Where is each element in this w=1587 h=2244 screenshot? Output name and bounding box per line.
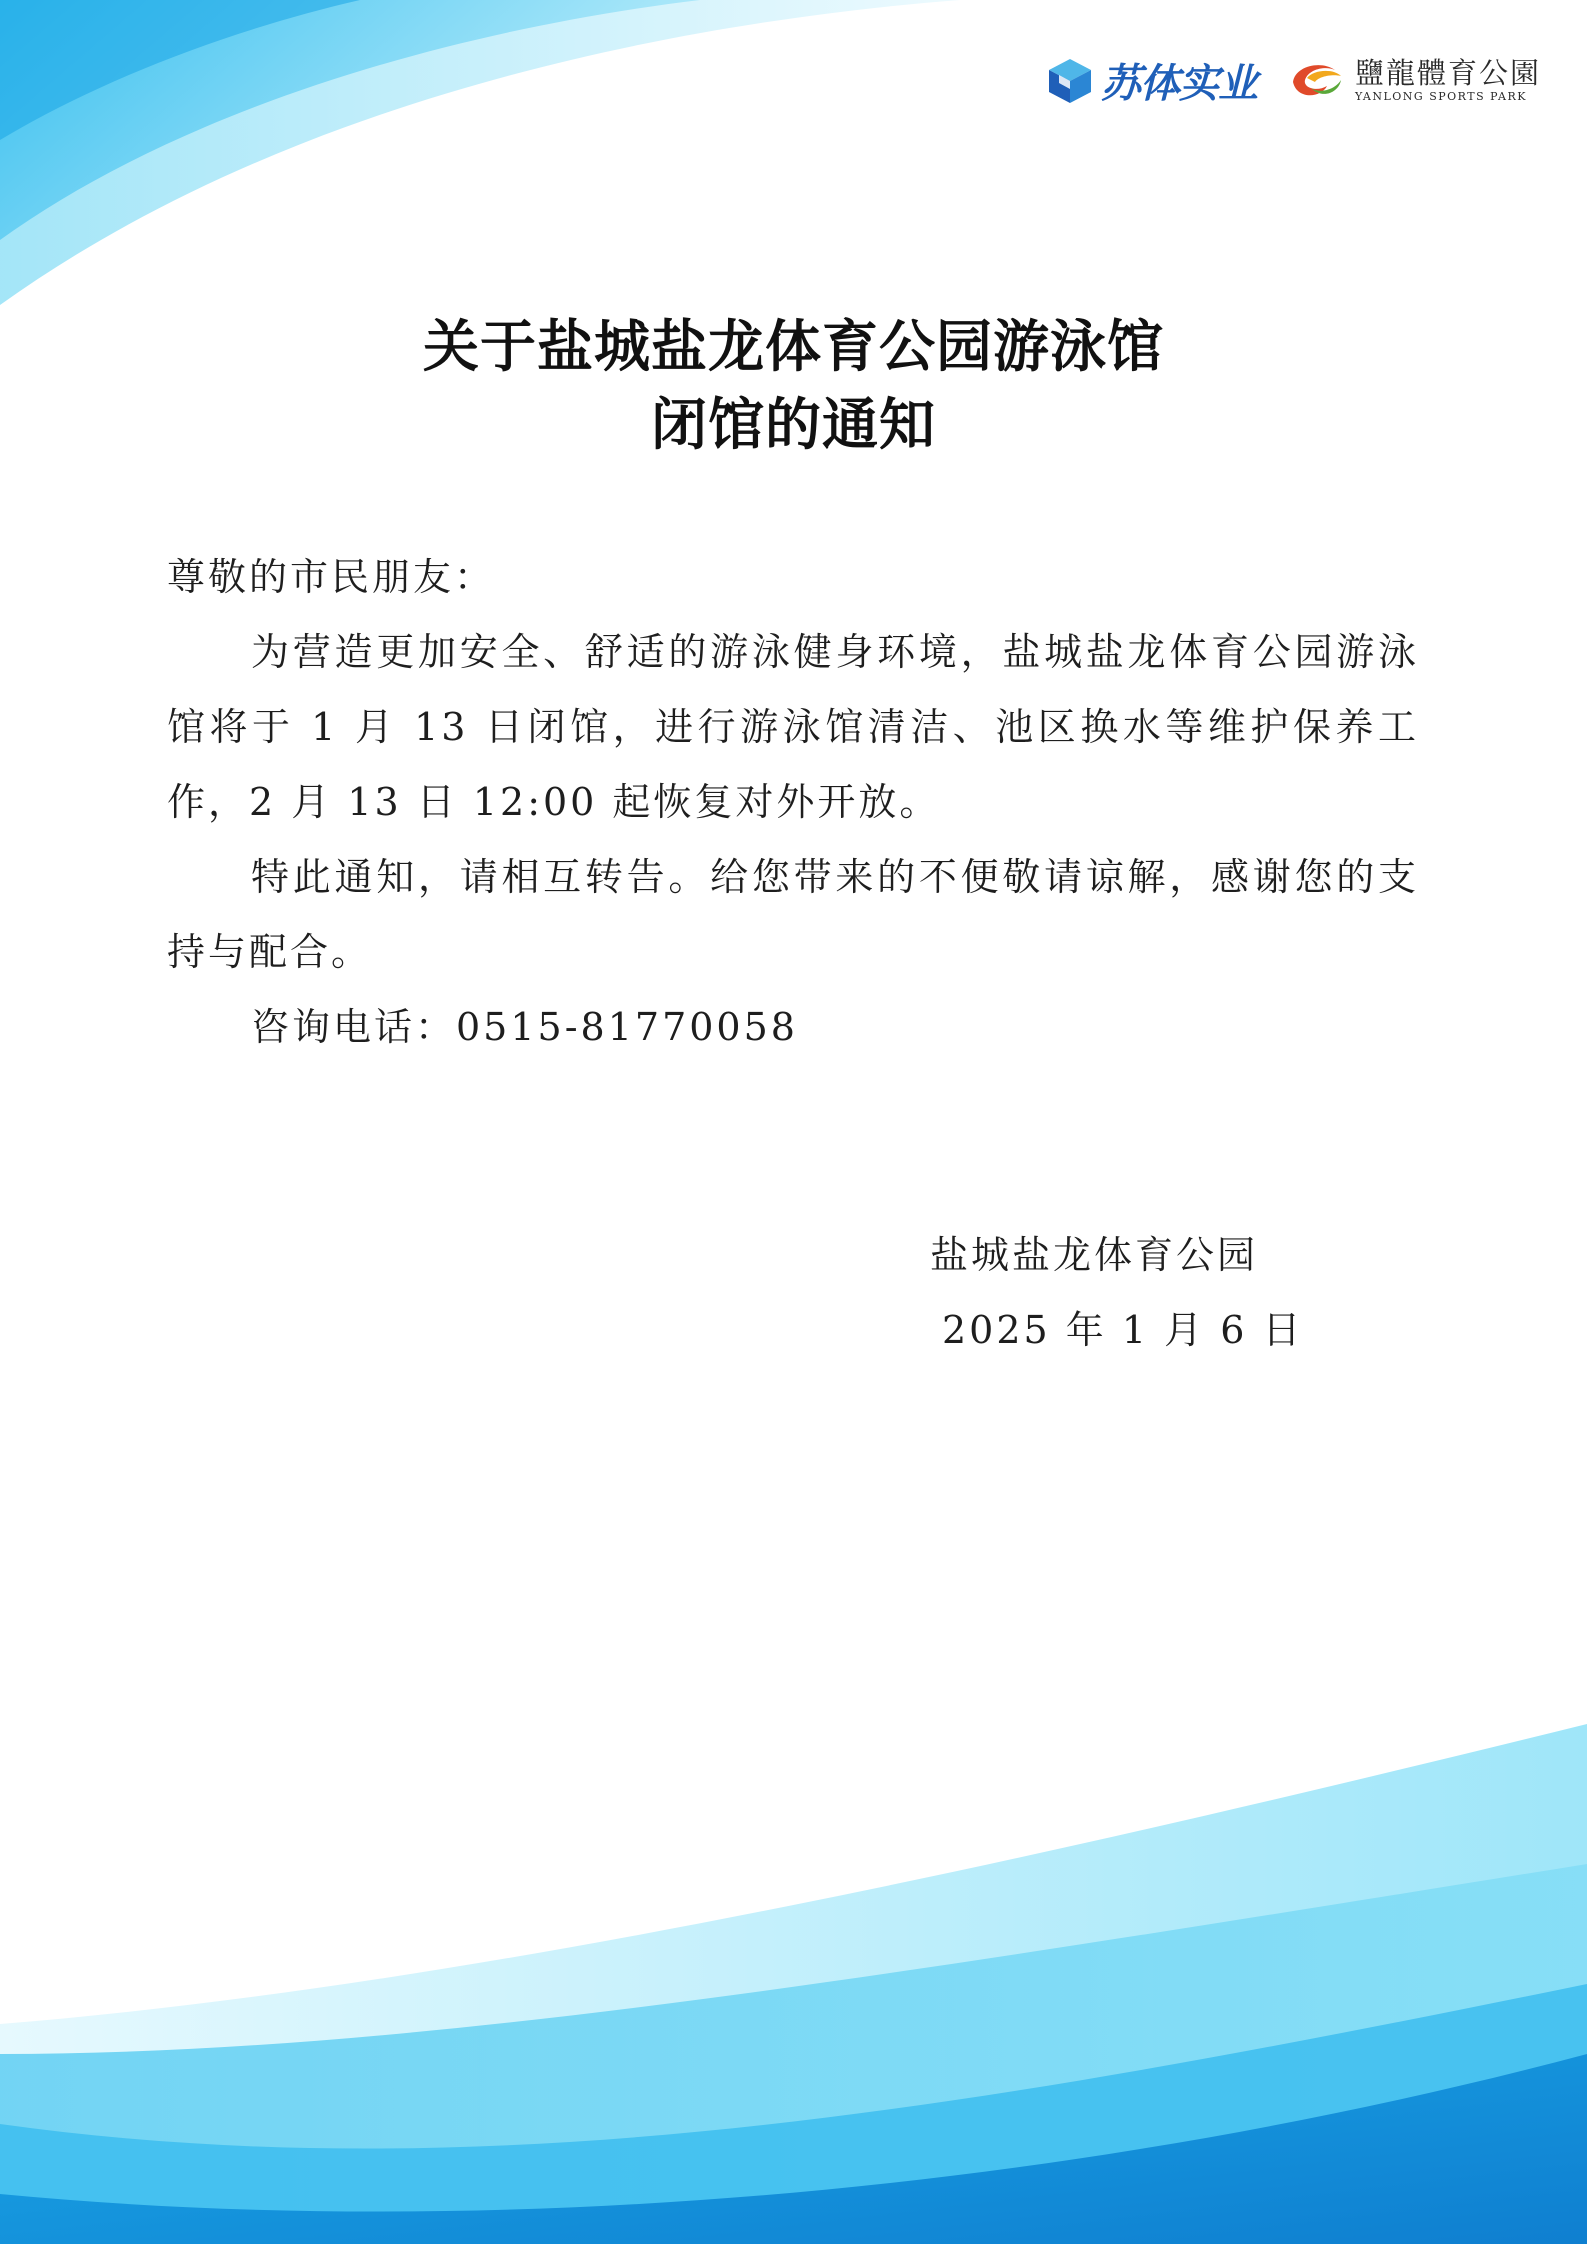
sutiyu-logo-text: 苏体实业	[1100, 61, 1257, 107]
signature-block	[930, 1218, 1303, 1368]
top-wave-decoration	[0, 0, 1000, 320]
dragon-swirl-icon	[1287, 58, 1347, 104]
notice-body	[167, 540, 1419, 1065]
signature-organization: 盐城盐龙体育公园	[930, 1233, 1259, 1277]
bottom-wave-decoration	[0, 1724, 1587, 2244]
contact-phone: 咨询电话：0515-81770058	[251, 1005, 798, 1049]
paragraph-closure-details: 为营造更加安全、舒适的游泳健身环境，盐城盐龙体育公园游泳馆将于 1 月 13 日闭馆，进行游泳馆清洁、池区换水等维护保养工作，2 月 13 日 12:00 起恢复对外开放。	[167, 630, 1419, 824]
cube-icon	[1045, 56, 1095, 106]
salutation: 尊敬的市民朋友：	[167, 555, 496, 599]
paragraph-apology: 特此通知，请相互转告。给您带来的不便敬请谅解，感谢您的支持与配合。	[167, 855, 1419, 974]
signature-date: 2025 年 1 月 6 日	[942, 1308, 1304, 1352]
yanlong-logo	[1287, 58, 1541, 104]
notice-title	[0, 308, 1587, 464]
title-line-1: 关于盐城盐龙体育公园游泳馆	[423, 314, 1164, 380]
yanlong-logo-en: YANLONG SPORTS PARK	[1354, 90, 1527, 103]
header-logos	[1045, 52, 1541, 109]
sutiyu-logo	[1045, 52, 1257, 109]
yanlong-logo-cn: 鹽龍體育公園	[1354, 56, 1541, 90]
title-line-2: 闭馆的通知	[651, 392, 936, 458]
